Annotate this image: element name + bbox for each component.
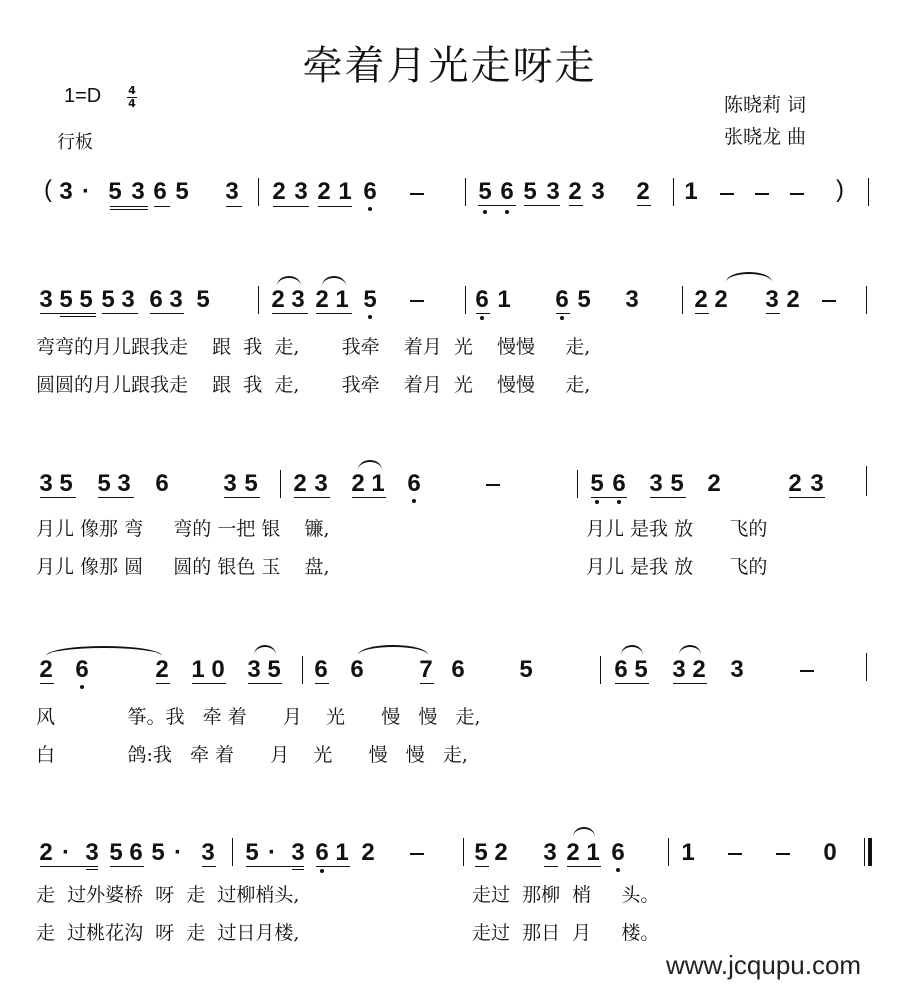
note: 6 <box>350 656 364 683</box>
note: 5 <box>245 839 259 866</box>
barline <box>258 286 259 314</box>
lyric-verse-2: 走 过桃花沟 呀 走 过日月楼, <box>36 922 300 944</box>
underline <box>40 497 76 498</box>
time-signature <box>127 86 137 109</box>
low-octave-dot <box>595 500 599 504</box>
underline <box>544 866 558 867</box>
barline <box>465 286 466 314</box>
underline <box>650 497 686 498</box>
note: 2 <box>361 839 375 866</box>
note: 6 <box>614 656 628 683</box>
note: 3 <box>314 470 328 497</box>
note: 2 <box>707 470 721 497</box>
note: 2 <box>351 470 365 497</box>
note: 5 <box>59 470 73 497</box>
barline <box>668 838 669 866</box>
lyric-verse-1-right: 走过 那柳 梢 头。 <box>472 884 660 906</box>
note: 6 <box>407 470 421 497</box>
note: 5 <box>577 286 591 313</box>
note: 5 <box>59 286 73 313</box>
slur <box>573 827 595 837</box>
low-octave-dot <box>412 499 416 503</box>
note: 6 <box>314 656 328 683</box>
note: 2 <box>636 178 650 205</box>
note: 5 <box>175 178 189 205</box>
note: 2 <box>694 286 708 313</box>
underline <box>156 683 170 684</box>
dash <box>800 670 814 672</box>
note: 2 <box>494 839 508 866</box>
underline <box>316 313 352 314</box>
note: 7 <box>419 656 433 683</box>
slur <box>254 645 276 655</box>
lyric-verse-1-right: 月儿 是我 放 飞的 <box>586 518 768 540</box>
low-octave-dot <box>480 316 484 320</box>
time-signature-top: 4 <box>128 84 136 97</box>
note: 1 <box>684 178 698 205</box>
lyric-verse-2: 月儿 像那 圆 圆的 银色 玉 盘, <box>36 556 330 578</box>
underline <box>273 206 309 207</box>
underline <box>420 683 434 684</box>
dash <box>410 300 424 302</box>
note: 1 <box>681 839 695 866</box>
augmentation-dot: · <box>82 178 90 205</box>
time-signature-bottom: 4 <box>128 97 136 110</box>
note: 3 <box>291 286 305 313</box>
underline <box>315 683 329 684</box>
underline <box>567 866 601 867</box>
underline <box>292 869 304 870</box>
low-octave-dot <box>80 685 84 689</box>
underline <box>40 313 96 314</box>
note: 3 <box>730 656 744 683</box>
underline <box>150 313 184 314</box>
open-paren: ( <box>44 176 52 203</box>
low-octave-dot <box>560 316 564 320</box>
dash <box>755 193 769 195</box>
low-octave-dot <box>368 315 372 319</box>
barline <box>258 178 259 206</box>
close-paren: ) <box>836 176 844 203</box>
underline <box>476 313 490 314</box>
note: 3 <box>543 839 557 866</box>
note: 6 <box>75 656 89 683</box>
underline <box>224 497 260 498</box>
barline <box>463 838 464 866</box>
song-title: 牵着月光走呀走 <box>302 43 597 89</box>
note: 0 <box>211 656 225 683</box>
barline <box>682 286 683 314</box>
note: 2 <box>317 178 331 205</box>
underline <box>294 497 330 498</box>
low-octave-dot <box>617 500 621 504</box>
augmentation-dot: · <box>62 839 70 866</box>
dash <box>720 193 734 195</box>
note: 2 <box>39 839 53 866</box>
underline <box>86 869 98 870</box>
note: 3 <box>625 286 639 313</box>
note: 3 <box>39 470 53 497</box>
note: 6 <box>451 656 465 683</box>
underline <box>695 313 709 314</box>
underline <box>110 206 148 207</box>
augmentation-dot: · <box>174 839 182 866</box>
note: 2 <box>271 286 285 313</box>
note: 6 <box>475 286 489 313</box>
note: 6 <box>149 286 163 313</box>
note: 5 <box>590 470 604 497</box>
underline <box>102 313 138 314</box>
note: 3 <box>225 178 239 205</box>
final-barline-thick <box>868 838 872 866</box>
note: 5 <box>474 839 488 866</box>
note: 2 <box>39 656 53 683</box>
note: 1 <box>191 656 205 683</box>
note: 3 <box>169 286 183 313</box>
note: 3 <box>121 286 135 313</box>
slur <box>277 276 301 286</box>
barline <box>866 466 867 496</box>
low-octave-dot <box>320 869 324 873</box>
underline <box>591 497 627 498</box>
underline <box>202 866 216 867</box>
barline <box>600 656 601 684</box>
barline <box>302 656 303 684</box>
note: 3 <box>223 470 237 497</box>
underline <box>478 205 516 206</box>
key-signature: 1=D <box>64 85 102 107</box>
underline <box>248 683 282 684</box>
lyric-verse-2: 白 鸽:我 牵 着 月 光 慢 慢 走, <box>36 744 468 766</box>
dash <box>776 853 790 855</box>
underline <box>475 866 489 867</box>
barline <box>868 178 869 206</box>
note: 3 <box>39 286 53 313</box>
note: 3 <box>85 839 99 866</box>
underline <box>637 205 651 206</box>
note: 1 <box>497 286 511 313</box>
barline <box>465 178 466 206</box>
dash <box>486 484 500 486</box>
note: 5 <box>244 470 258 497</box>
lyric-verse-1: 走 过外婆桥 呀 走 过柳梢头, <box>36 884 300 906</box>
slur <box>621 645 643 655</box>
dash <box>410 193 424 195</box>
note: 1 <box>338 178 352 205</box>
low-octave-dot <box>505 210 509 214</box>
note: 3 <box>672 656 686 683</box>
note: 3 <box>546 178 560 205</box>
note: 6 <box>555 286 569 313</box>
note: 5 <box>478 178 492 205</box>
note: 2 <box>315 286 329 313</box>
lyric-verse-2-right: 走过 那日 月 楼。 <box>472 922 660 944</box>
underline <box>60 316 96 317</box>
lyric-verse-1: 月儿 像那 弯 弯的 一把 银 镰, <box>36 518 330 540</box>
dash <box>790 193 804 195</box>
underline <box>246 866 304 867</box>
underline <box>272 313 308 314</box>
low-octave-dot <box>616 868 620 872</box>
note: 6 <box>611 839 625 866</box>
underline <box>318 206 352 207</box>
note: 5 <box>108 178 122 205</box>
lyric-verse-2-right: 月儿 是我 放 飞的 <box>586 556 768 578</box>
note: 6 <box>363 178 377 205</box>
underline <box>192 683 226 684</box>
tempo-marking: 行板 <box>57 132 93 153</box>
slur <box>46 646 162 656</box>
note: 5 <box>519 656 533 683</box>
barline <box>577 470 578 498</box>
underline <box>524 205 560 206</box>
note: 3 <box>59 178 73 205</box>
low-octave-dot <box>368 207 372 211</box>
note: 5 <box>523 178 537 205</box>
note: 1 <box>586 839 600 866</box>
note: 3 <box>291 839 305 866</box>
note: 5 <box>634 656 648 683</box>
slur <box>358 645 428 655</box>
composer-credit: 张晓龙 曲 <box>724 126 807 148</box>
barline <box>232 838 233 866</box>
note: 3 <box>131 178 145 205</box>
augmentation-dot: · <box>268 839 276 866</box>
barline <box>673 178 674 206</box>
note: 6 <box>155 470 169 497</box>
note: 2 <box>786 286 800 313</box>
note: 5 <box>101 286 115 313</box>
underline <box>226 206 242 207</box>
note: 6 <box>153 178 167 205</box>
lyricist-credit: 陈晓莉 词 <box>724 94 807 116</box>
note: 2 <box>272 178 286 205</box>
note: 6 <box>129 839 143 866</box>
underline <box>556 313 570 314</box>
underline <box>352 497 386 498</box>
underline <box>316 866 350 867</box>
underline <box>569 205 583 206</box>
note: 5 <box>97 470 111 497</box>
note: 5 <box>79 286 93 313</box>
slur <box>726 272 772 282</box>
note: 2 <box>566 839 580 866</box>
dash <box>410 853 424 855</box>
underline <box>40 866 98 867</box>
underline <box>766 313 780 314</box>
note: 3 <box>201 839 215 866</box>
note: 3 <box>765 286 779 313</box>
underline <box>615 683 649 684</box>
lyric-verse-1: 弯弯的月儿跟我走 跟 我 走, 我牵 着月 光 慢慢 走, <box>36 336 591 358</box>
underline <box>98 497 134 498</box>
slur <box>322 276 346 286</box>
note: 2 <box>788 470 802 497</box>
note: 6 <box>612 470 626 497</box>
underline <box>789 497 825 498</box>
lyric-verse-1: 风 筝。我 牵 着 月 光 慢 慢 走, <box>36 706 481 728</box>
underline <box>40 683 54 684</box>
slur <box>679 645 701 655</box>
barline <box>866 286 867 314</box>
note: 3 <box>649 470 663 497</box>
note: 5 <box>196 286 210 313</box>
low-octave-dot <box>483 210 487 214</box>
note: 5 <box>109 839 123 866</box>
note: 5 <box>151 839 165 866</box>
note: 1 <box>335 839 349 866</box>
note: 3 <box>247 656 261 683</box>
note: 2 <box>568 178 582 205</box>
underline <box>110 866 144 867</box>
note: 5 <box>670 470 684 497</box>
underline <box>154 206 170 207</box>
note: 0 <box>823 839 837 866</box>
lyric-verse-2: 圆圆的月儿跟我走 跟 我 走, 我牵 着月 光 慢慢 走, <box>36 374 591 396</box>
dash <box>822 300 836 302</box>
note: 2 <box>293 470 307 497</box>
final-barline-thin <box>864 838 865 866</box>
slur <box>358 460 382 470</box>
note: 2 <box>155 656 169 683</box>
underline <box>673 683 707 684</box>
note: 6 <box>500 178 514 205</box>
barline <box>280 470 281 498</box>
note: 3 <box>117 470 131 497</box>
note: 3 <box>294 178 308 205</box>
underline <box>110 209 148 210</box>
note: 2 <box>692 656 706 683</box>
note: 3 <box>591 178 605 205</box>
note: 5 <box>267 656 281 683</box>
note: 2 <box>714 286 728 313</box>
note: 5 <box>363 286 377 313</box>
barline <box>866 653 867 681</box>
watermark: www.jcqupu.com <box>666 950 862 980</box>
note: 1 <box>371 470 385 497</box>
dash <box>728 853 742 855</box>
note: 1 <box>335 286 349 313</box>
note: 6 <box>315 839 329 866</box>
note: 3 <box>810 470 824 497</box>
